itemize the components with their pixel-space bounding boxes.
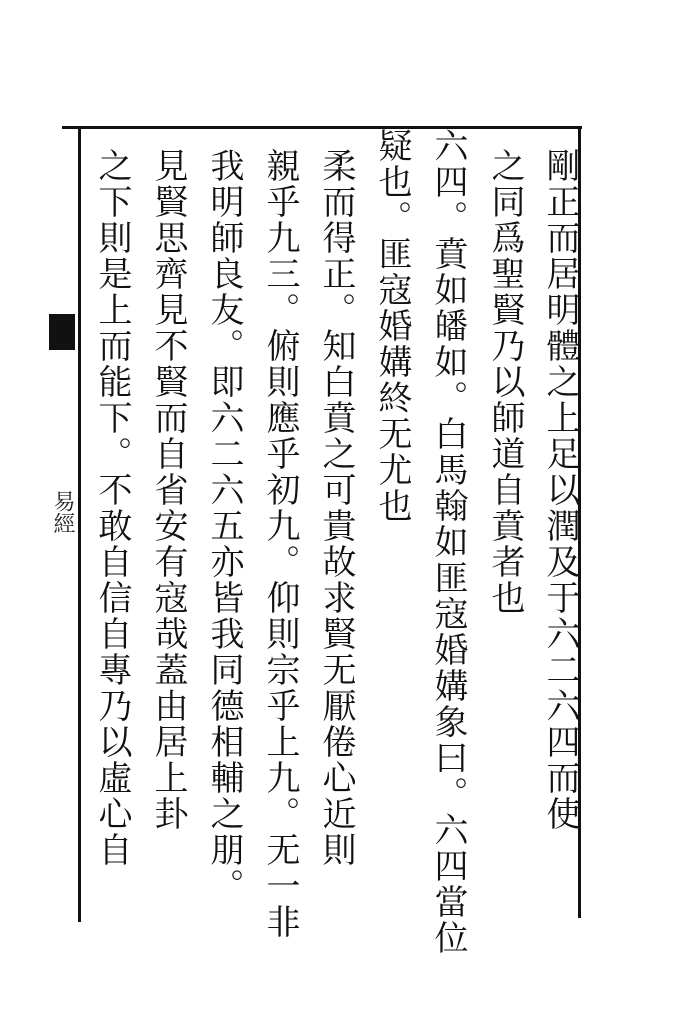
text-column [260, 148, 300, 940]
column-text: 之下則是上而能下。不敢自信自專乃以虛心自 [92, 148, 132, 868]
text-column [316, 148, 356, 868]
frame-left-border [78, 126, 81, 922]
text-column [204, 148, 244, 904]
column-text: 六四。賁如皤如。白馬翰如匪寇婚媾象曰。六四當位 [428, 128, 468, 956]
column-text: 見賢思齊見不賢而自省安有寇哉蓋由居上卦 [148, 148, 188, 832]
text-column [148, 148, 188, 832]
column-text: 柔而得正。知白賁之可貴故求賢无厭倦心近則 [316, 148, 356, 868]
text-column [428, 128, 468, 956]
column-text: 疑也。匪寇婚媾終无尤也 [372, 128, 412, 524]
text-column [92, 148, 132, 868]
column-text: 親乎九三。俯則應乎初九。仰則宗乎上九。无一非 [260, 148, 300, 940]
text-column [485, 148, 525, 616]
margin-black-mark [49, 314, 75, 350]
text-column [540, 148, 580, 832]
frame-top-border [62, 126, 582, 129]
text-column [372, 128, 412, 524]
margin-title: 易經 [50, 490, 75, 534]
page-margin [50, 130, 74, 534]
column-text: 剛正而居明體之上足以潤及于六二六四而使 [540, 148, 580, 832]
column-text: 之同爲聖賢乃以師道自賁者也 [485, 148, 525, 616]
column-text: 我明師良友。即六二六五亦皆我同德相輔之朋。 [204, 148, 244, 904]
